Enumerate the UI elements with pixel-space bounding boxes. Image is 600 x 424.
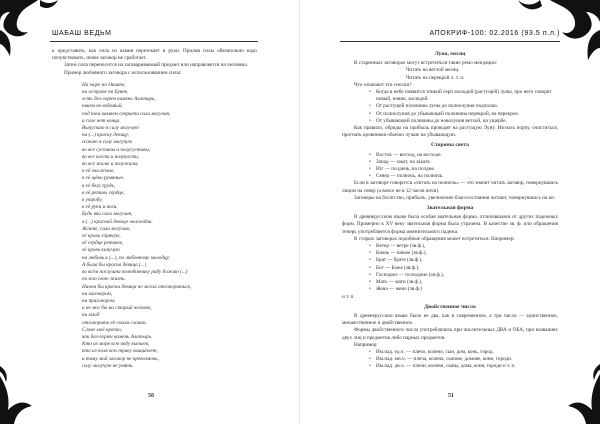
header-divider (50, 41, 258, 42)
list-item: • Бог — Боже (зв.ф.), (376, 265, 558, 272)
paragraph: Как правило, обряды на прибыль проводят на растущую Луну. Изгнать порчу, очиститься, прогнать кровников обычно лучше на убывающую. (342, 125, 558, 139)
poem-line: в утробу, (82, 197, 103, 204)
paragraph: Если в заговоре говорится «читать на полночь» — это значит читать заговор, повернувшись лицом на север (а вовсе не в 12 часов ночи). (342, 180, 558, 194)
paragraph: В древнерусском языке была особая звательная форма, отличавшаяся от других падежных форм. Примерно к XV веку звательная форма была утрачена. В качестве зв. ф. или обращения теперь употребляется форма именительного падежа. (342, 214, 558, 235)
dual-number-list (342, 349, 558, 371)
poem-line: её кровь кипучую (82, 247, 120, 254)
list-item: • Им.пад. мн.ч. — плеча, колена, сынове, домове, кони, городи. (376, 356, 558, 363)
list-item: • Им.пад. дв.ч. — плечи, колени, сыны, дома, коня, городи и т. п. (376, 363, 558, 370)
poem-line: Кто из моря всю воду выпьет, (82, 341, 150, 348)
paragraph: Пример любовного заговора с использованием силы: (64, 69, 182, 76)
poem-line: в её ретиво сердце, (82, 189, 125, 196)
poem-line: ни приговором, (82, 297, 116, 304)
poem-line: кто из поля всю траву выщиплет, (82, 348, 158, 355)
section-heading: Звательная форма (426, 205, 474, 212)
list-item: • Им.пад. ед.ч. — плечо, колено, сын, дом, конь, город. (376, 349, 558, 356)
tribal-flourish-top-left-icon (0, 0, 60, 60)
poem-line: во все суставы и полусуставы, (82, 146, 151, 153)
list-item: • Мать — мати (зв.ф.), (376, 279, 558, 286)
poem-line: есть бел-горюч камень Алатырь, (82, 96, 156, 103)
list-item: • От полнолуния до убывающей половины перекрой, на перекрое. (376, 111, 558, 118)
poem-line: Слово моё крепко, (82, 326, 122, 333)
paragraph: В старинных заговорах могут встретиться такие ремо мендации: (354, 60, 498, 67)
page-number: 51 (448, 393, 454, 399)
poem-line: по всю свою жизнь. (82, 276, 126, 283)
section-heading: Двойственное число (424, 303, 476, 310)
paragraph: В старых заговорах подобные обращения может встретиться. Например: (354, 235, 515, 242)
poem-line: в её руки и ноги. (82, 204, 118, 211)
running-head: АПОКРИФ-100: 02.2016 (93.5 п.л.) (429, 30, 560, 37)
poem-line: ни заговором, (82, 290, 113, 297)
list-item: • Господин — господине (зв.ф.), (376, 272, 558, 279)
list-item: • От растущей половины луны до полнолуния подполна. (376, 103, 558, 110)
poem-line: во все жилы и полужилы, (82, 161, 139, 168)
paragraph: В древнерусском языке было не два, как в современном, а три числа — единственное, множественное и двойственное. (342, 312, 558, 327)
list-item: • Князь — княже (зв.ф.), (376, 250, 558, 257)
paragraph: и т. п. (342, 293, 355, 300)
poem-line: сажаю я силу могучую (82, 139, 133, 146)
poem-line: отговорить её своим словом. (82, 319, 147, 326)
paragraph: Заговоры на богатство, прибыль, увеличение благосостояния читают, повернувшись на юг. (354, 194, 556, 201)
cardinal-directions-list (342, 152, 558, 181)
list-item: • Брат — брате (зв.ф.), (376, 257, 558, 264)
poem-line: Ничем бы красна девица не могла отговориться, (82, 283, 192, 290)
page-number: 50 (148, 393, 154, 399)
section-heading: Стороны света (431, 142, 469, 149)
poem-line: как бел-горюч камень Алатырь. (82, 333, 153, 340)
poem-line: в (...) красной девице неисходна. (82, 218, 153, 225)
list-item: • От убывающей половины до новолуния ветхой, на ущербе. (376, 118, 558, 125)
paragraph: Формы двойственного числа употреблялись при числительных ДВА и ОБА, при названиях двух лиц и предметов либо парных предметов. (342, 327, 558, 341)
list-item: • Запад — закат, на закате. (376, 159, 558, 166)
paragraph: к представить, как сила из камня перетекает в руки. Прилив силы обязательно надо почувствовать, иначе заговор не сработает. (52, 48, 257, 62)
poem-line: под тем камнем сокрыта сила могучая, (82, 110, 171, 117)
poem-line: никем не ведомый; (82, 103, 124, 110)
quote-line: Читать на ветхой месяц. (406, 67, 460, 74)
poem-line: ни млад (82, 312, 100, 319)
vocative-list (342, 243, 558, 293)
list-item: • Когда в небе появится тонкий серп молодой (растущей) луны, про него говорят новый, новик, молодой. (376, 89, 558, 103)
running-head: ШАБАШ ВЕДЬМ (52, 30, 112, 37)
poem-line: в её белу грудь, (82, 182, 116, 189)
paragraph: Например: (354, 341, 378, 348)
list-item: • Север — полночь, на полночь. (376, 173, 558, 180)
quote-line: Читать на перекрой л. т. п. (406, 74, 465, 81)
poem-line: во всём послушна полюбовнику рабу божию (...) (82, 269, 188, 276)
list-item: • Восток — восход, на восходе. (376, 152, 558, 159)
poem-line: А была бы красна девица (...) (82, 261, 147, 268)
list-item: • Жена — жено (зв.ф.) (376, 286, 558, 293)
poem-line: её сердце ретивое, (82, 240, 124, 247)
poem-line: и тому мой заговор не превозмочь, (82, 355, 159, 362)
poem-line: Жгите, сила могучая, (82, 225, 131, 232)
poem-line: силу могучую не унять. (82, 362, 134, 369)
poem-line: в её щёки румяные, (82, 175, 125, 182)
right-body-text (342, 48, 558, 371)
poem-line: в её очи ясные, (82, 168, 115, 175)
poem-line: и не мог бы ни старый человек, (82, 305, 152, 312)
poem-line: во все кости и полукости, (82, 153, 140, 160)
poem-line: Будь ты сила могучая, (82, 211, 133, 218)
paragraph: Что означают эти сноски? (354, 81, 412, 88)
poem-line: На море на Окияне, (82, 81, 126, 88)
list-item: • Ветер — ветре (зв.ф.), (376, 243, 558, 250)
section-heading: Луна, месяц (434, 51, 466, 57)
tribal-flourish-bottom-right-icon (540, 356, 600, 424)
poem-line: на любовь к (...), по любовному молодцу; (82, 254, 171, 261)
paragraph: Затем сила переносится на заговариваемый предмет или направляется на человека. (64, 62, 248, 69)
tribal-flourish-bottom-left-icon (0, 356, 60, 424)
poem-line: её кровь горячую, (82, 233, 121, 240)
incantation-poem (82, 82, 257, 370)
left-body-text (52, 48, 257, 370)
poem-line: на (...) красну девицу; (82, 132, 130, 139)
poem-line: Выпускаю я силу могучую (82, 125, 139, 132)
list-item: • Юг — полдень, на полдне. (376, 166, 558, 173)
poem-line: на острове на Буяне, (82, 89, 129, 96)
poem-line: и силе нет конца. (82, 117, 121, 124)
moon-phase-list (342, 89, 558, 125)
tribal-flourish-top-right-icon (510, 0, 600, 70)
